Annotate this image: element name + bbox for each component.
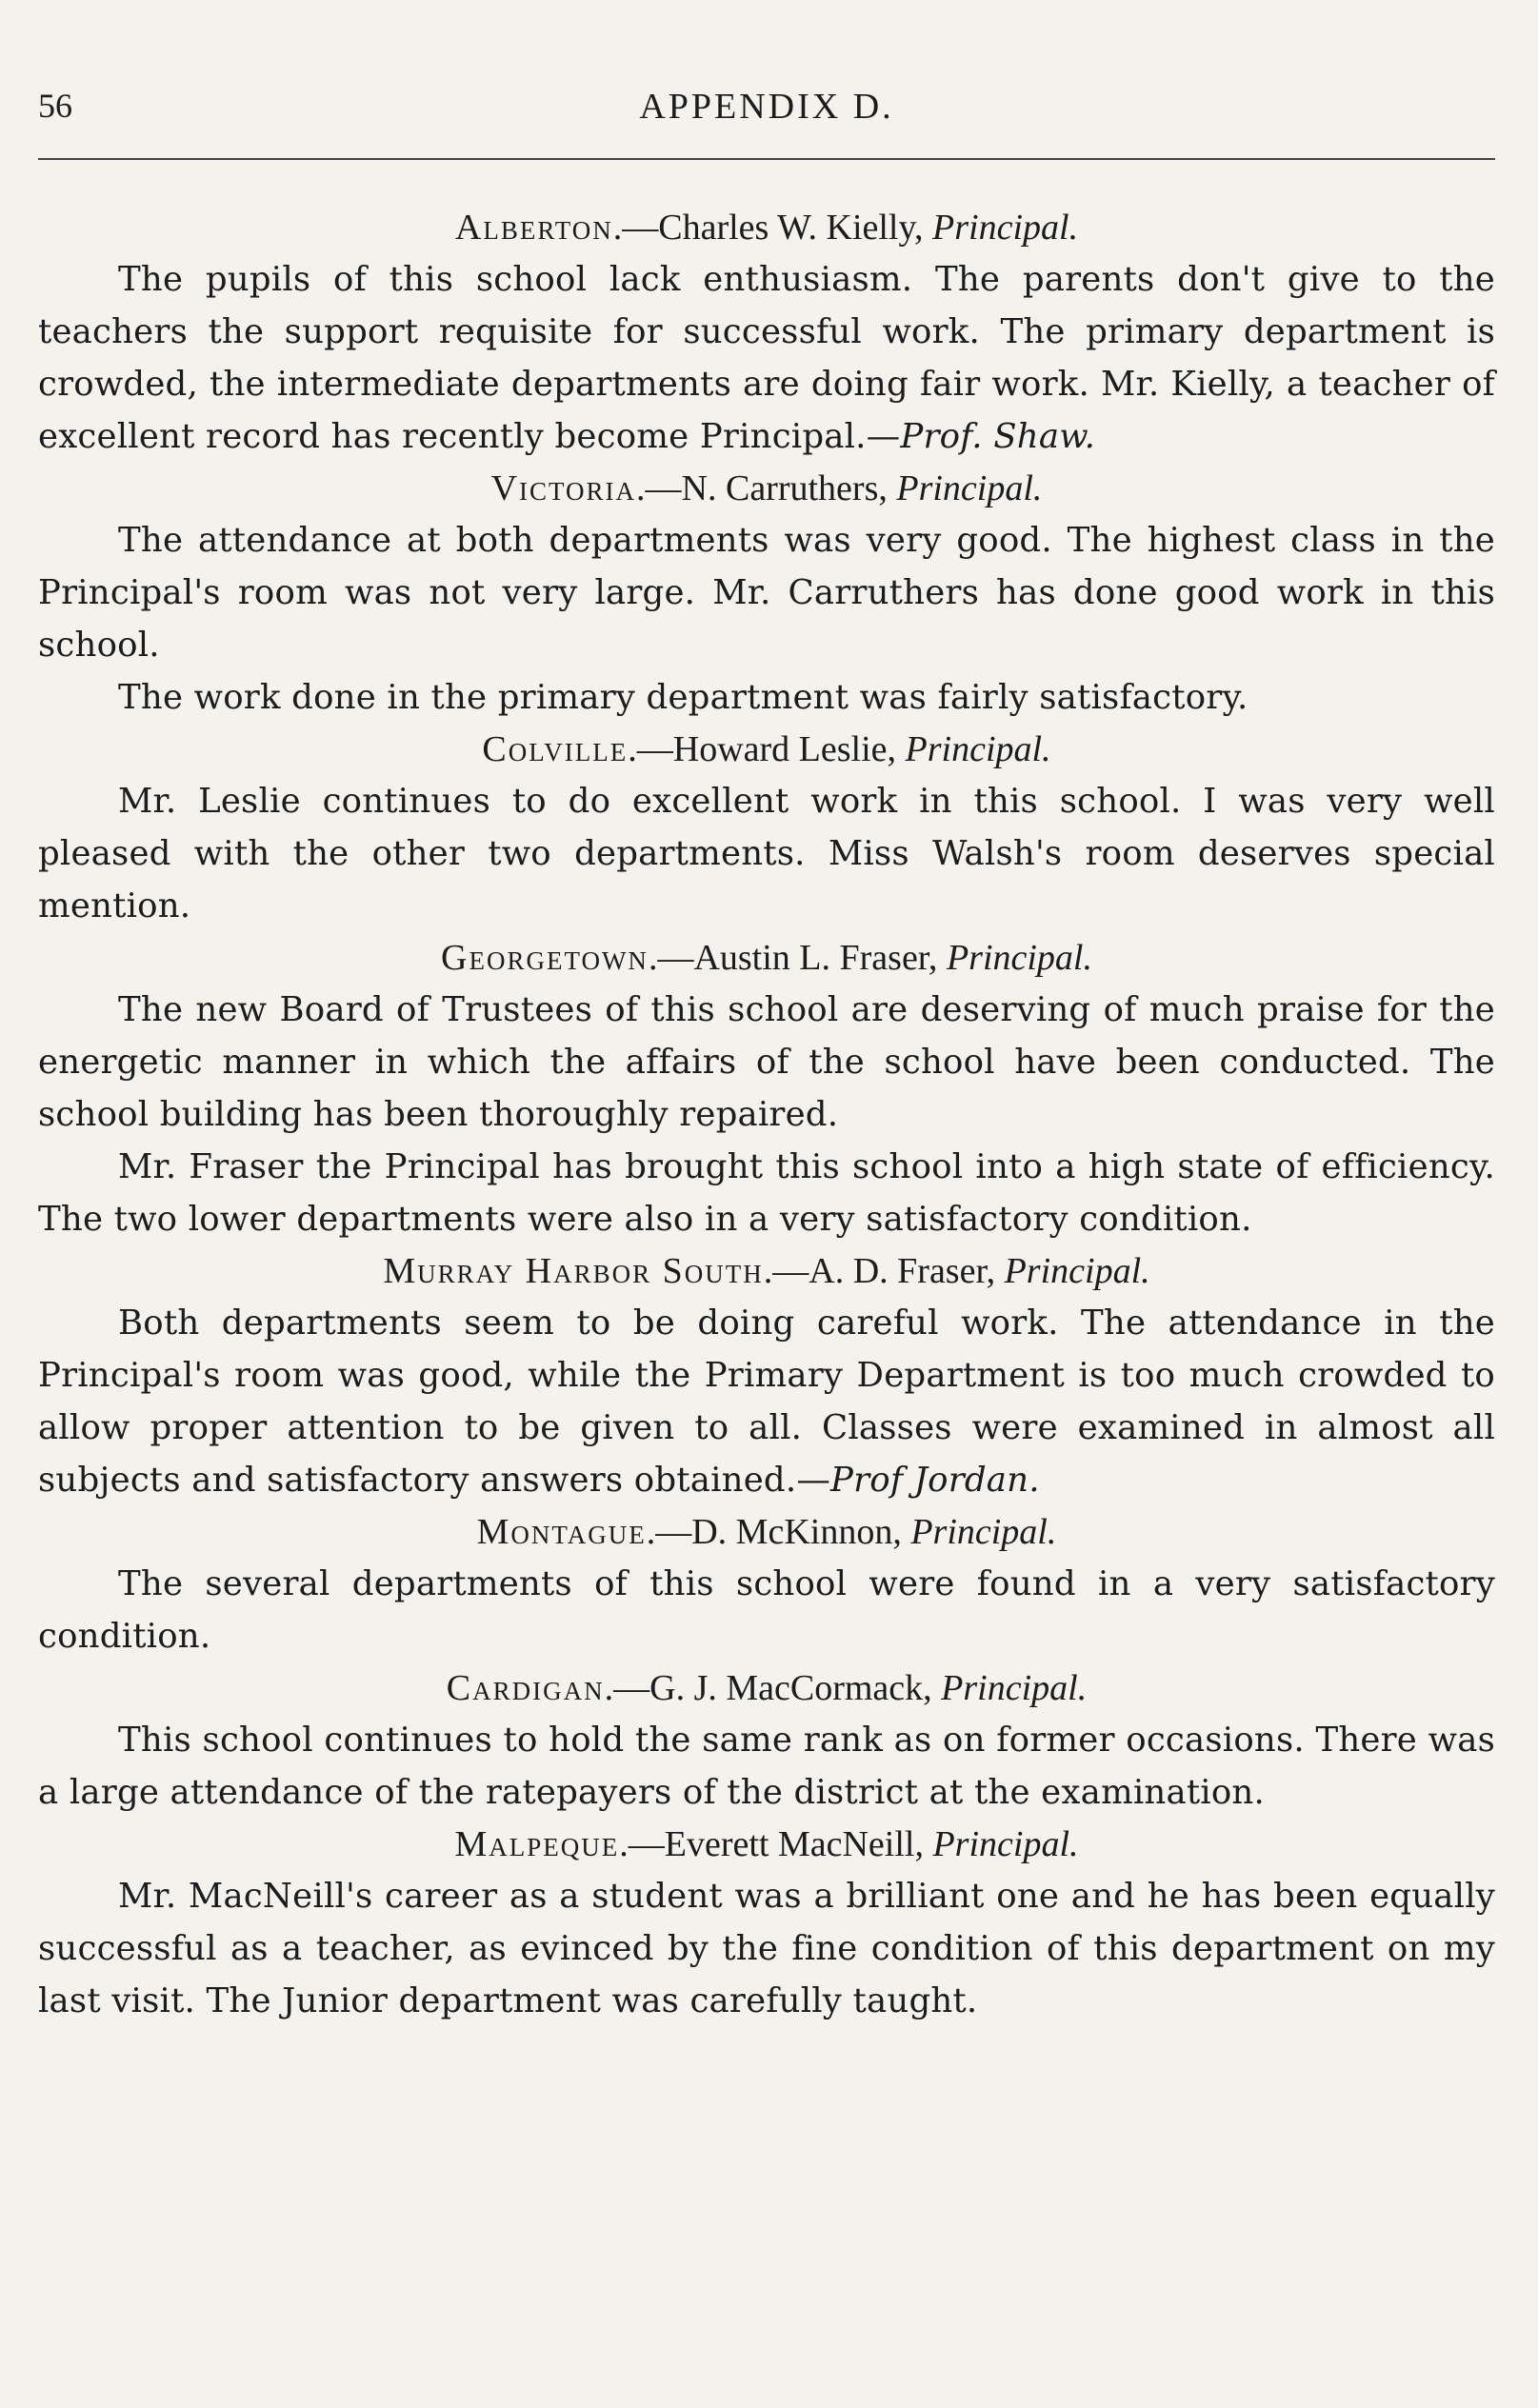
section-place: Victoria (490, 468, 637, 508)
section-role: Principal. (946, 938, 1092, 978)
section-place: Georgetown (441, 938, 649, 978)
paragraph-text: Both departments seem to be doing careful work. The attendance in the Principal's room was good, while the Primary Department is too much crowded to allow proper attention to be given to all. Classes were examined in almost all subjects and satisfactory answers obtained.— (38, 1304, 1495, 1500)
section-paragraph: The several departments of this school were found in a very satisfactory condition. (38, 1564, 1495, 1656)
section-role: Principal. (932, 1824, 1079, 1864)
page-number: 56 (38, 87, 72, 125)
section-role: Principal. (905, 729, 1051, 769)
section-heading: Montague.—D. McKinnon, Principal. (476, 1512, 1057, 1552)
section-heading: Alberton.—Charles W. Kielly, Principal. (454, 208, 1079, 248)
section-paragraph: Mr. MacNeill's career as a student was a brilliant one and he has been equally successful as a teacher, as evinced by the fine condition of this department on my last visit. The Junior department was carefully taught. (38, 1877, 1495, 2020)
section-role: Principal. (941, 1668, 1088, 1708)
section-place: Murray Harbor South (383, 1251, 764, 1291)
page-body (38, 202, 1495, 2027)
section-heading: Malpeque.—Everett MacNeill, Principal. (454, 1824, 1079, 1864)
section-person: D. McKinnon, (691, 1512, 902, 1552)
section-place: Cardigan (446, 1668, 605, 1708)
section-role: Principal. (896, 468, 1043, 508)
section-person: G. J. MacCormack, (649, 1668, 932, 1708)
running-head: APPENDIX D. (639, 87, 894, 127)
section-paragraph: The new Board of Trustees of this school are deserving of much praise for the energetic manner in which the affairs of the school have been conducted. The school building has been thoroughly repaired. (38, 990, 1495, 1134)
section-person: Everett MacNeill, (664, 1824, 924, 1864)
section-paragraph: The attendance at both departments was very good. The highest class in the Principal's room was not very large. Mr. Carruthers has done good work in this school. (38, 521, 1495, 665)
signature: Prof Jordan. (830, 1461, 1040, 1500)
section-paragraph: This school continues to hold the same rank as on former occasions. There was a large attendance of the ratepayers of the district at the examination. (38, 1721, 1495, 1812)
section-heading: Colville.—Howard Leslie, Principal. (482, 729, 1051, 769)
section-paragraph (38, 1297, 1495, 1506)
header-rule (38, 158, 1495, 160)
section-heading: Georgetown.—Austin L. Fraser, Principal. (441, 938, 1092, 978)
section-place: Malpeque (454, 1824, 620, 1864)
section-place: Montague (476, 1512, 647, 1552)
section-person: Charles W. Kielly, (658, 208, 924, 248)
section-person: Howard Leslie, (672, 729, 897, 769)
section-role: Principal. (910, 1512, 1057, 1552)
section-paragraph (38, 253, 1495, 463)
section-person: N. Carruthers, (681, 468, 888, 508)
section-place: Colville (482, 729, 629, 769)
section-heading: Murray Harbor South.—A. D. Fraser, Principal. (383, 1251, 1150, 1291)
section-paragraph: Mr. Fraser the Principal has brought this school into a high state of efficiency. The two lower departments were also in a very satisfactory condition. (38, 1147, 1495, 1239)
section-person: Austin L. Fraser, (693, 938, 938, 978)
section-heading: Cardigan.—G. J. MacCormack, Principal. (446, 1668, 1088, 1708)
section-role: Principal. (1004, 1251, 1150, 1291)
signature: Prof. Shaw. (900, 417, 1096, 456)
paragraph-text: The pupils of this school lack enthusiasm. The parents don't give to the teachers the support requisite for successful work. The primary department is crowded, the intermediate departments are doing fair work. Mr. Kielly, a teacher of excellent record has recently become Principal.— (38, 260, 1495, 456)
section-place: Alberton (454, 208, 613, 248)
section-person: A. D. Fraser, (809, 1251, 996, 1291)
section-paragraph: The work done in the primary department was fairly satisfactory. (118, 678, 1248, 717)
section-heading: Victoria.—N. Carruthers, Principal. (490, 468, 1043, 508)
section-role: Principal. (932, 208, 1079, 248)
section-paragraph: Mr. Leslie continues to do excellent work in this school. I was very well pleased with the other two departments. Miss Walsh's room deserves special mention. (38, 782, 1495, 925)
page-header (38, 86, 1495, 143)
